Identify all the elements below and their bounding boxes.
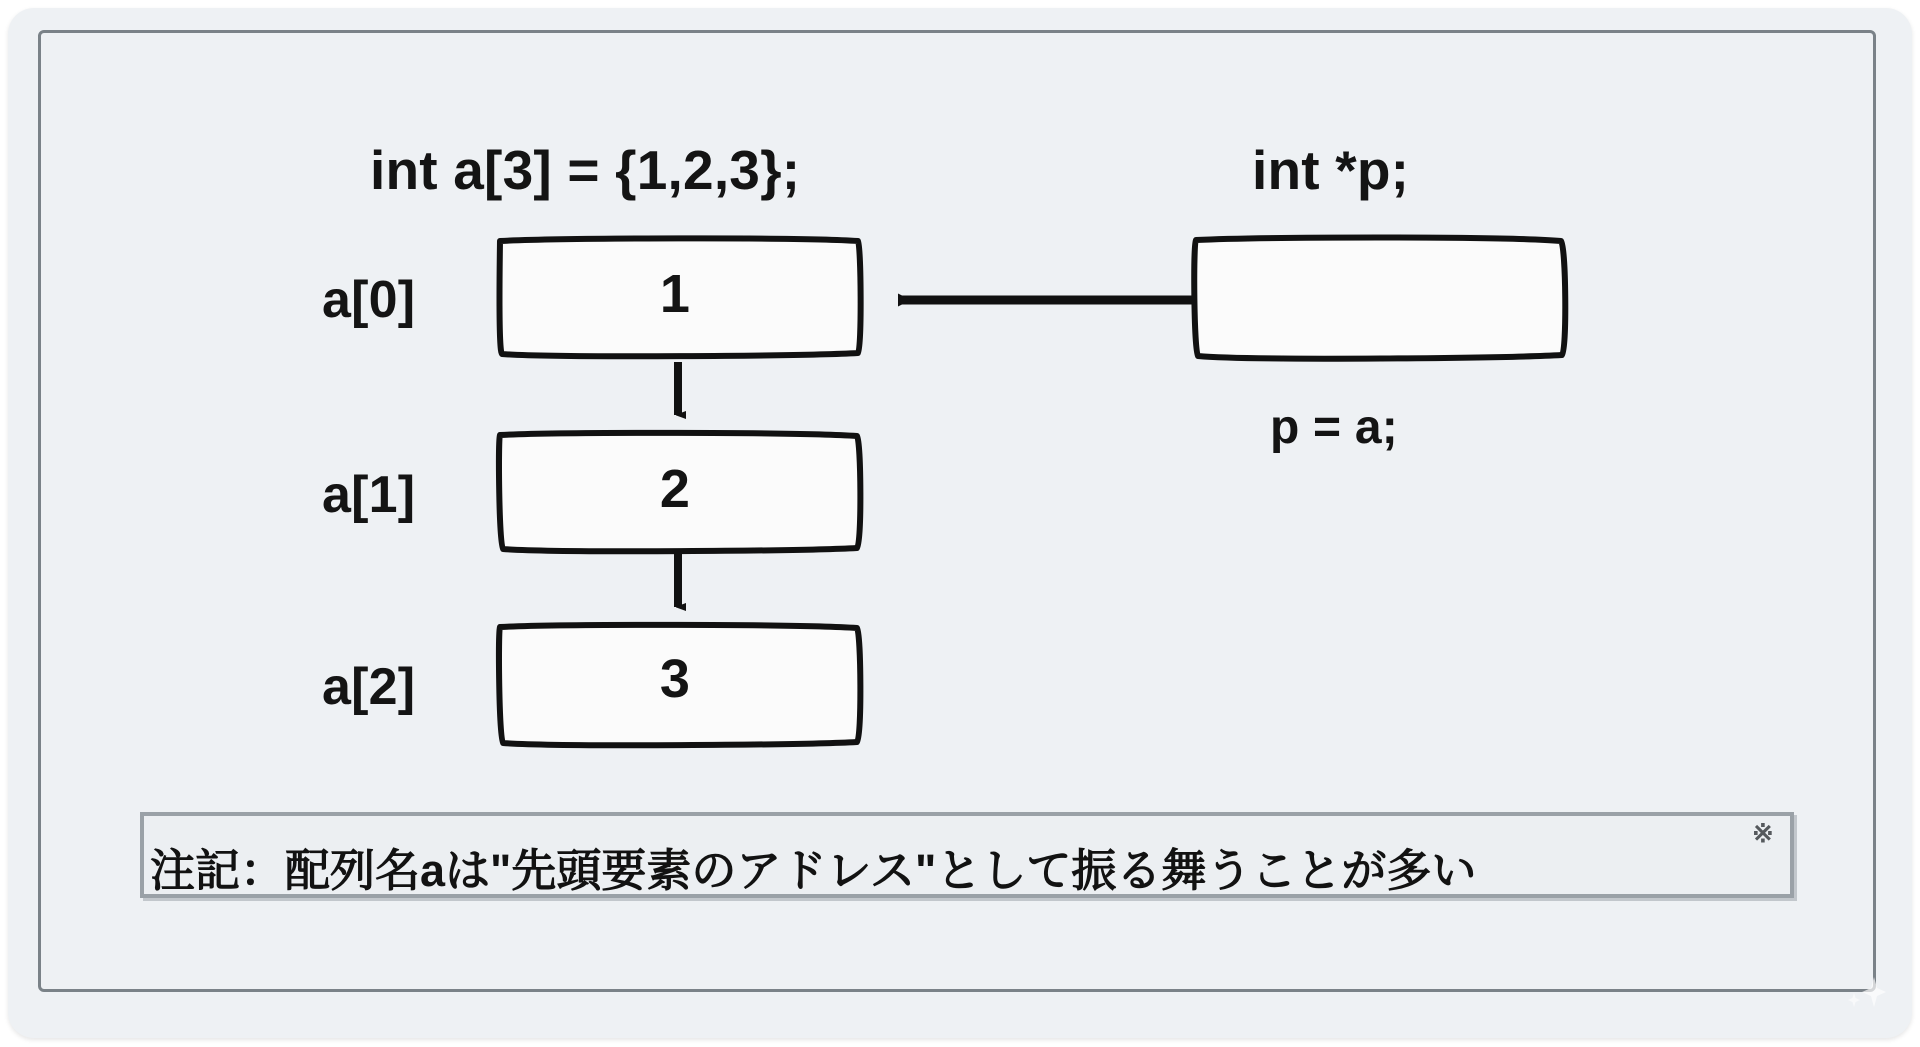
array-declaration-label: int a[3] = {1,2,3}; <box>370 139 801 201</box>
array-index-label-0: a[0] <box>322 271 416 329</box>
sparkle-icon <box>1844 975 1886 1009</box>
array-cell-value-1: 2 <box>659 459 691 519</box>
note-text: 注記：配列名aは"先頭要素のアドレス"として振る舞うことが多い <box>150 845 1477 896</box>
pointer-declaration-label: int *p; <box>1252 139 1410 201</box>
array-index-label-2: a[2] <box>322 658 416 716</box>
array-cell-value-0: 1 <box>659 264 691 324</box>
pointer-box-shape <box>1194 238 1565 359</box>
array-cell-value-2: 3 <box>659 649 691 709</box>
pointer-assignment-label: p = a; <box>1270 401 1398 454</box>
array-index-label-1: a[1] <box>322 466 416 524</box>
note-superscript-marker: ※ <box>1752 818 1774 848</box>
